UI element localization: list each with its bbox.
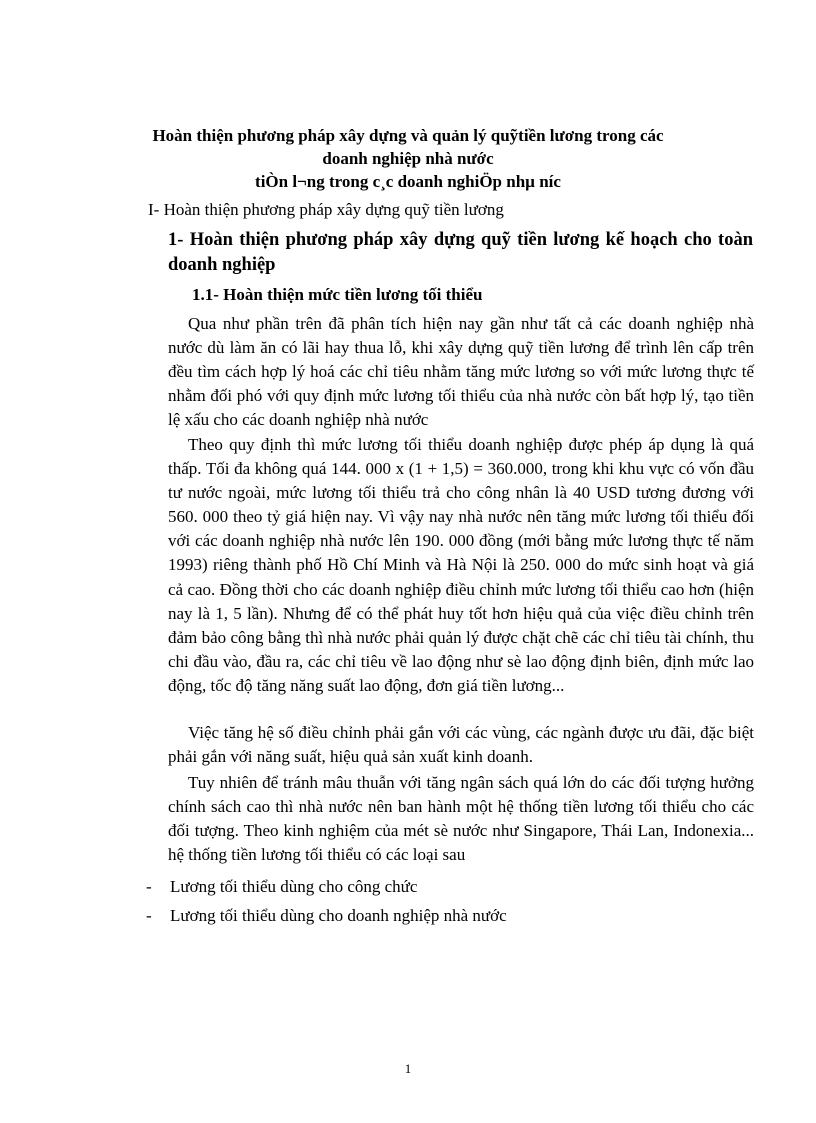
list-item-text: Lương tối thiểu dùng cho công chức <box>170 877 418 896</box>
list-item-text: Lương tối thiểu dùng cho doanh nghiệp nhà nước <box>170 906 507 925</box>
bullet-marker: - <box>146 877 152 896</box>
document-title-line-1: Hoàn thiện phương pháp xây dựng và quản lý quỹtiền lương trong các <box>152 126 664 145</box>
document-title-line-2: doanh nghiệp nhà nước <box>322 149 494 168</box>
page-number: 1 <box>404 1061 412 1076</box>
document-title-line-3: tiÒn l¬ng trong c¸c doanh nghiÖp nhµ níc <box>255 172 561 191</box>
body-paragraph-2: Theo quy định thì mức lương tối thiểu doanh nghiệp được phép áp dụng là quá thấp. Tối đa không quá 144. 000 x (1 + 1,5) = 360.000, trong khi khu vực có vốn đầu tư nước ngoài, mức lương tối thiểu trả cho công nhân là 40 USD tương đương với 560. 000 theo tỷ giá hiện nay. Vì vậy nay nhà nước nên tăng mức lương tối thiểu đối với các doanh nghiệp nhà nước lên 190. 000 đồng (mới bằng mức lương thực tế năm 1993) riêng thành phố Hồ Chí Minh và Hà Nội là 250. 000 do mức sinh hoạt và giá cả cao. Đồng thời cho các doanh nghiệp điều chỉnh mức lương tối thiểu cao hơn (hiện nay là 1, 5 lần). Nhưng để có thể phát huy tốt hơn hiệu quả của việc điều chỉnh trên đảm bảo công bằng thì nhà nước phải quản lý được chặt chẽ các chỉ tiêu tài chính, thu chi đầu vào, đầu ra, các chỉ tiêu về lao động như sè lao động định biên, định mức lao động, tốc độ tăng năng suất lao động, đơn giá tiền lương... <box>168 435 754 695</box>
subsubsection-heading: 1.1- Hoàn thiện mức tiền lương tối thiểu <box>192 285 483 304</box>
bullet-marker: - <box>146 906 152 925</box>
list-item <box>146 904 507 928</box>
subsection-heading: 1- Hoàn thiện phương pháp xây dựng quỹ tiền lương kế hoạch cho toàn doanh nghiệp <box>168 230 753 275</box>
list-item <box>146 875 417 899</box>
section-heading: I- Hoàn thiện phương pháp xây dựng quỹ tiền lương <box>148 200 504 219</box>
body-paragraph-1: Qua như phần trên đã phân tích hiện nay gần như tất cả các doanh nghiệp nhà nước dù làm ăn có lãi hay thua lỗ, khi xây dựng quỹ tiền lương để trình lên cấp trên đều tìm cách hợp lý hoá các chỉ tiêu nhằm tăng mức lương so với mức lương thực tế nhằm đối phó với quy định mức lương tối thiểu của nhà nước còn bất hợp lý, tạo tiền lệ xấu cho các doanh nghiệp nhà nước <box>168 314 754 430</box>
body-paragraph-3: Việc tăng hệ số điều chỉnh phải gắn với các vùng, các ngành được ưu đãi, đặc biệt phải gắn với năng suất, hiệu quả sản xuất kinh doanh. <box>168 723 754 767</box>
body-paragraph-4: Tuy nhiên để tránh mâu thuẫn với tăng ngân sách quá lớn do các đối tượng hưởng chính sách cao thì nhà nước nên ban hành một hệ thống tiền lương tối thiểu cho các đối tượng. Theo kinh nghiệm của mét sè nước như Singapore, Thái Lan, Indonexia... hệ thống tiền lương tối thiểu có các loại sau <box>168 773 754 865</box>
